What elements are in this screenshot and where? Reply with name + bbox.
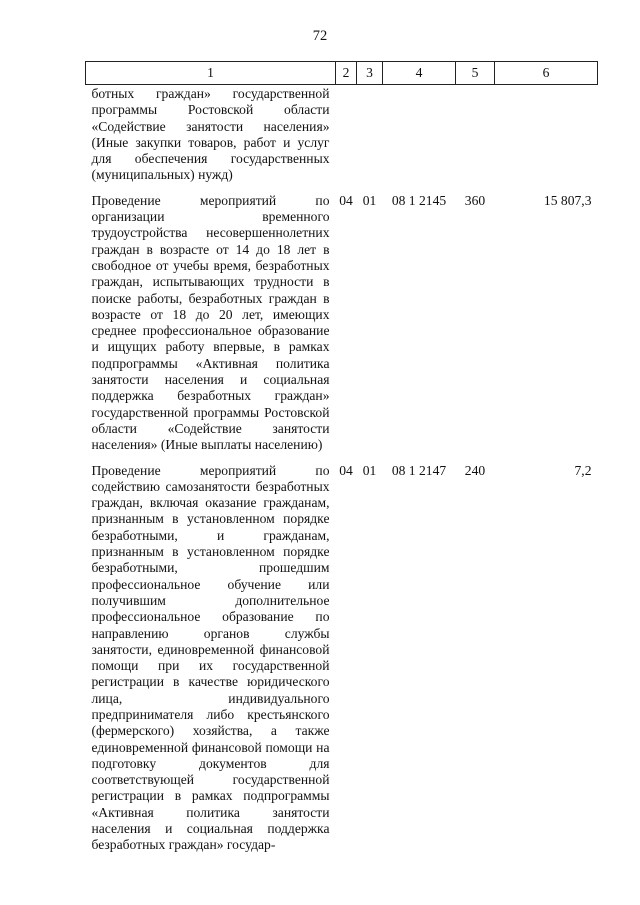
header-col-5: 5 — [456, 62, 495, 85]
page-number: 72 — [312, 28, 328, 44]
header-col-1: 1 — [86, 62, 336, 85]
budget-table — [85, 61, 598, 863]
row-name: ботных граждан» государственной программы Ростовской области «Содействие занятости населения» (Иные закупки товаров, работ и услуг для обеспечения государственных (муниципальных) нужд) — [91, 86, 330, 183]
table-row — [86, 193, 598, 463]
row-section: 04 — [339, 192, 353, 208]
row-target-article — [383, 85, 456, 193]
table-header-row — [86, 62, 598, 85]
row-subsection — [357, 85, 383, 193]
row-amount — [495, 85, 598, 193]
header-col-3: 3 — [357, 62, 383, 85]
row-section — [336, 85, 357, 193]
row-name: Проведение мероприятий по содействию самозанятости безработных граждан, включая оказание гражданам, признанным в установленном порядке безработными, и гражданам, признанным в установленном порядке безработными, прошедшим профессиональное обучение или получившим дополнительное профессиональное образование по направлению органов службы занятости, единовременной финансовой помощи при их государственной регистрации в качестве юридического лица, индивидуального предпринимателя либо крестьянского (фермерского) хозяйства, а также единовременной финансовой помощи на подготовку документов для соответствующей государственной регистрации в рамках подпрограммы «Активная политика занятости населения и социальная поддержка безработных граждан» государ- — [91, 462, 330, 853]
row-amount: 7,2 — [574, 462, 592, 478]
row-subsection: 01 — [362, 192, 377, 208]
row-amount: 15 807,3 — [543, 192, 592, 208]
table-row — [86, 85, 598, 193]
row-expense-type: 360 — [464, 192, 486, 208]
row-subsection: 01 — [362, 462, 377, 478]
row-expense-type — [456, 85, 495, 193]
header-col-2: 2 — [336, 62, 357, 85]
row-name: Проведение мероприятий по организации временного трудоустройства несовершеннолетних граждан в возрасте от 14 до 18 лет в свободное от учебы время, безработных граждан, испытывающих трудности в поиске работы, безработных граждан в возрасте от 18 до 20 лет, имеющих среднее профессиональное образование и ищущих работу впервые, в рамках подпрограммы «Активная политика занятости населения и социальная поддержка безработных граждан» государственной программы Ростовской области «Содействие занятости населения» (Иные выплаты населению) — [91, 192, 330, 453]
row-target-article: 08 1 2145 — [391, 192, 447, 208]
header-col-4: 4 — [383, 62, 456, 85]
row-expense-type: 240 — [464, 462, 486, 478]
row-section: 04 — [339, 462, 353, 478]
header-col-6: 6 — [495, 62, 598, 85]
table-row — [86, 463, 598, 863]
row-target-article: 08 1 2147 — [391, 462, 447, 478]
